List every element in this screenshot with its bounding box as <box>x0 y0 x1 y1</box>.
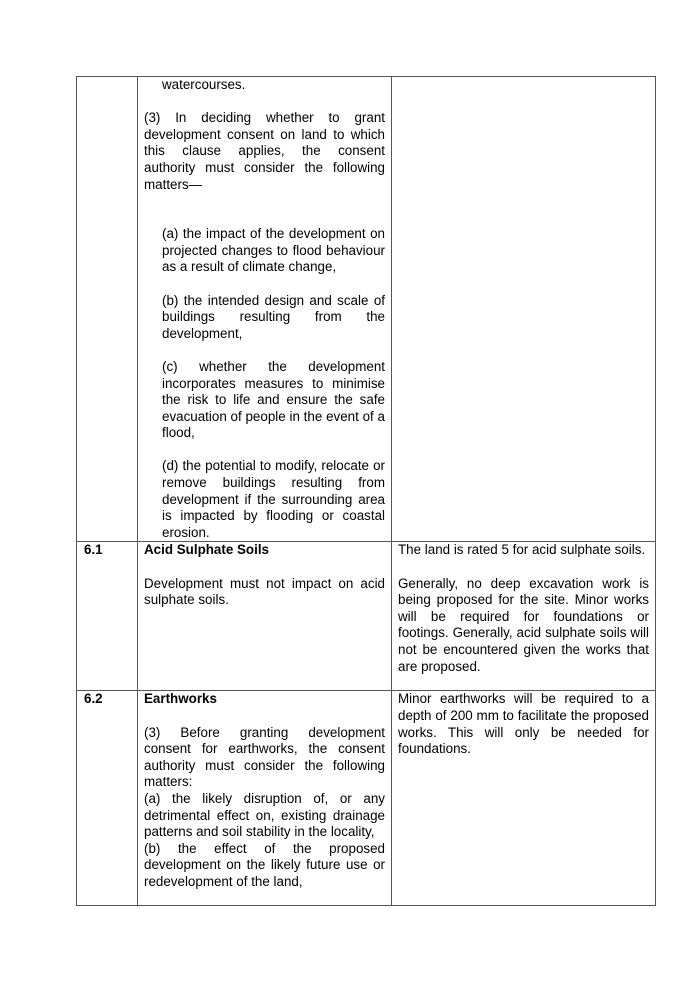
comment-text: Minor earthworks will be required to a depth of 200 mm to facilitate the proposed works. This will only be needed for foundations. <box>398 691 649 757</box>
control-cell <box>138 542 392 691</box>
continuation-text: watercourses. <box>162 77 246 92</box>
comment-cell <box>392 542 656 691</box>
item-a-text: (a) the likely disruption of, or any detrimental effect on, existing drainage patterns and soil stability in the locality, <box>144 791 385 840</box>
table-row <box>77 542 656 691</box>
control-cell <box>138 691 392 906</box>
comment-cell <box>392 691 656 906</box>
comment-text: Generally, no deep excavation work is being proposed for the site. Minor works will be required for foundations or footings. Generally, acid sulphate soils will not be encountered given the works that are proposed. <box>398 575 649 674</box>
clause-number-cell: 6.2 <box>77 691 138 906</box>
table-row <box>77 691 656 906</box>
item-b-text: (b) the intended design and scale of buildings resulting from the development, <box>162 292 385 341</box>
item-d-text: (d) the potential to modify, relocate or remove buildings resulting from development if the surrounding area is impacted by flooding or coastal erosion. <box>162 458 385 540</box>
item-c-text: (c) whether the development incorporates measures to minimise the risk to life and ensure the safe evacuation of people in the event of a flood, <box>162 358 385 441</box>
section-heading: Acid Sulphate Soils <box>144 542 270 558</box>
clause-number-cell <box>77 77 138 542</box>
item-a-text: (a) the impact of the development on projected changes to flood behaviour as a result of climate change, <box>162 226 385 275</box>
section-heading: Earthworks <box>144 691 217 707</box>
control-cell <box>138 77 392 542</box>
item-b-text: (b) the effect of the proposed development on the likely future use or redevelopment of the land, <box>144 840 385 889</box>
table-row <box>77 77 656 542</box>
compliance-table <box>76 76 656 906</box>
control-text: Development must not impact on acid sulphate soils. <box>144 575 385 608</box>
clause-3-text: (3) Before granting development consent for earthworks, the consent authority must consider the following matters: <box>144 724 385 790</box>
comment-cell <box>392 77 656 542</box>
clause-number-cell: 6.1 <box>77 542 138 691</box>
clause-3-text: (3) In deciding whether to grant development consent on land to which this clause applies, the consent authority must consider the following matters— <box>144 110 385 192</box>
comment-text: The land is rated 5 for acid sulphate soils. <box>398 542 646 558</box>
